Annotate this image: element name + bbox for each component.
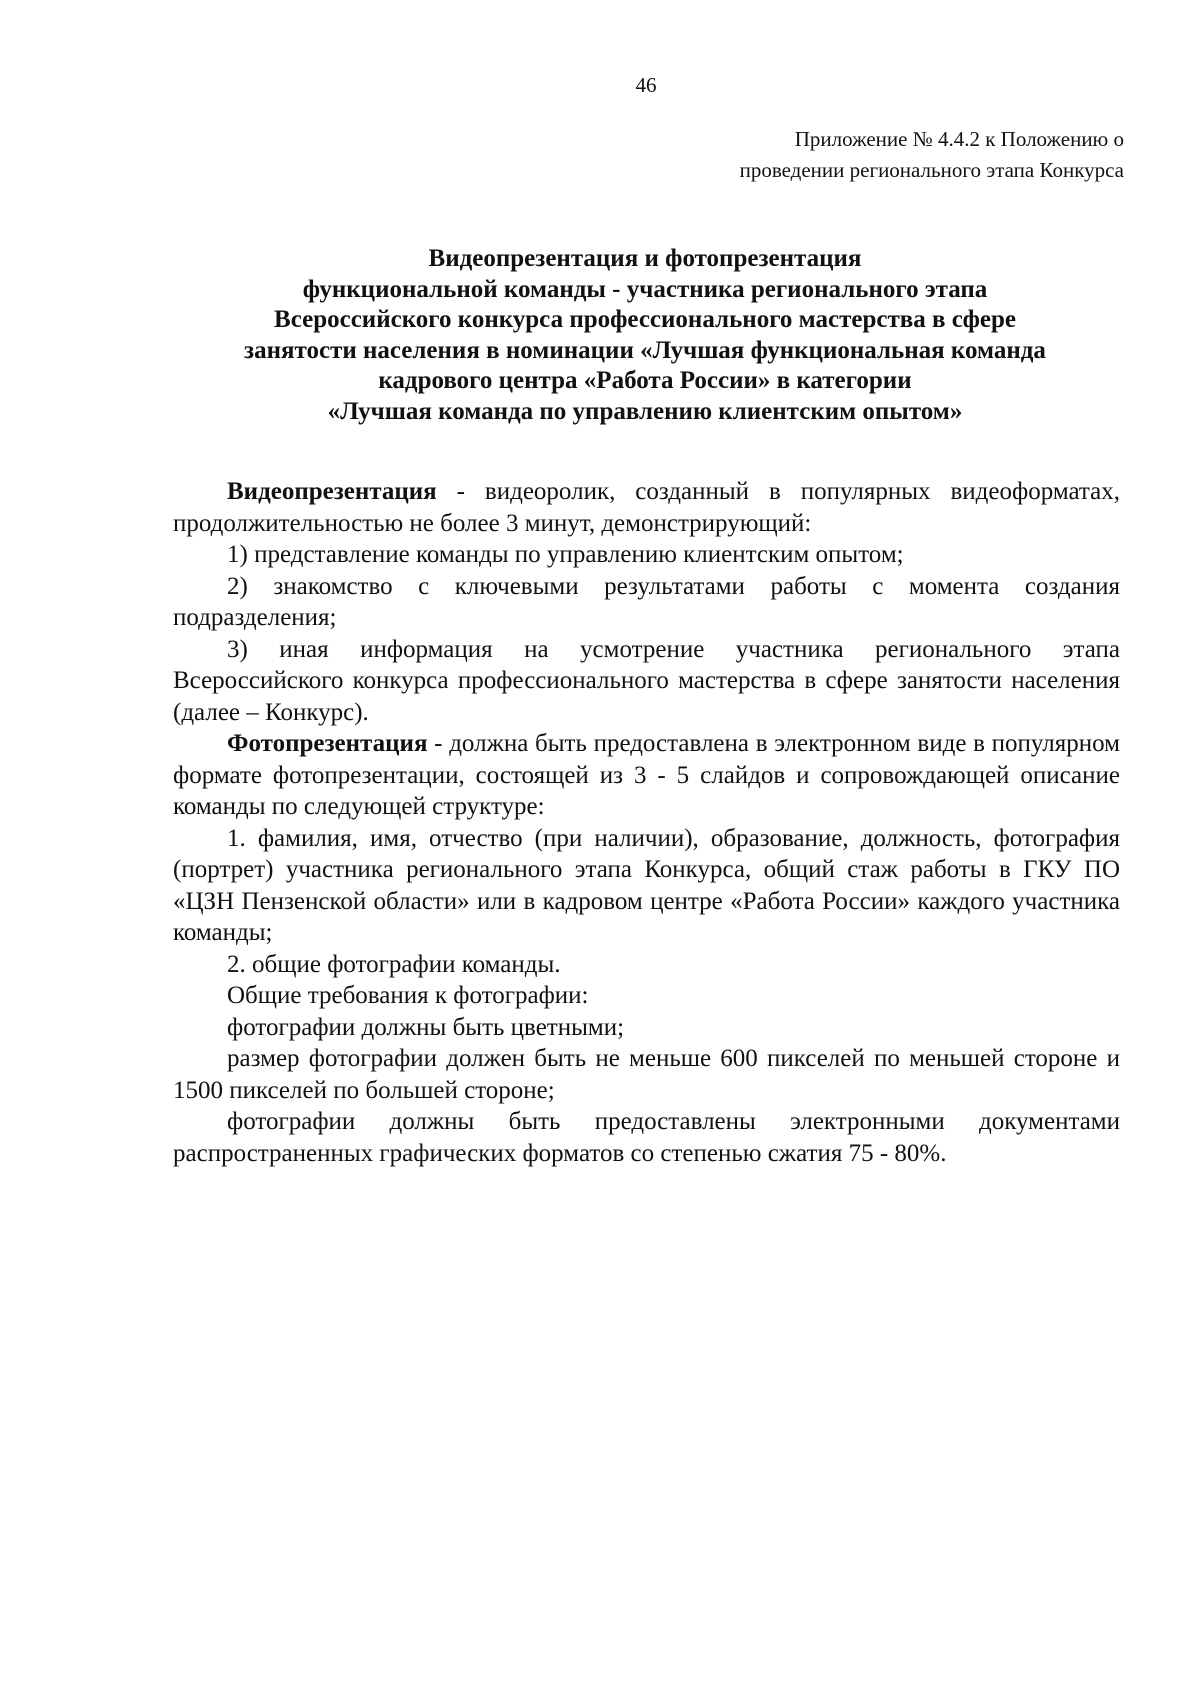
photo-description: - должна быть предоставлена в электронном виде в популярном формате фотопрезентации, состоящей из 3 - 5 слайдов и сопровождающей описание команды по следующей структуре: xyxy=(173,730,1120,820)
video-item-2: 2) знакомство с ключевыми результатами работы с момента создания подразделения; xyxy=(173,572,1120,631)
appendix-line-1: Приложение № 4.4.2 к Положению о xyxy=(794,127,1124,151)
title-line-5: кадрового центра «Работа России» в категории xyxy=(378,367,912,394)
video-item-1: 1) представление команды по управлению клиентским опытом; xyxy=(227,541,904,568)
title-line-4: занятости населения в номинации «Лучшая функциональная команда xyxy=(244,336,1046,364)
video-term: Видеопрезентация xyxy=(227,478,437,505)
requirement-3: фотографии должны быть предоставлены электронными документами распространенных графических форматов со степенью сжатия 75 - 80%. xyxy=(173,1108,1120,1167)
title-line-2: функциональной команды - участника регионального этапа xyxy=(302,275,988,303)
appendix-line-2: проведении регионального этапа Конкурса xyxy=(739,158,1124,182)
photo-item-1: 1. фамилия, имя, отчество (при наличии), образование, должность, фотография (портрет) участника регионального этапа Конкурса, общий стаж работы в ГКУ ПО «ЦЗН Пензенской области» или в кадровом центре «Работа России» каждого участника команды; xyxy=(173,824,1120,946)
requirements-heading: Общие требования к фотографии: xyxy=(227,982,589,1009)
appendix-reference xyxy=(740,124,1124,186)
title-line-6: «Лучшая команда по управлению клиентским опытом» xyxy=(327,397,963,425)
video-item-3: 3) иная информация на усмотрение участника регионального этапа Всероссийского конкурса профессионального мастерства в сфере занятости населения (далее – Конкурс). xyxy=(173,635,1120,726)
requirement-2: размер фотографии должен быть не меньше 600 пикселей по меньшей стороне и 1500 пикселей по большей стороне; xyxy=(173,1045,1120,1104)
photo-item-2: 2. общие фотографии команды. xyxy=(227,950,561,978)
page-number: 46 xyxy=(635,73,657,97)
video-paragraph xyxy=(173,476,1120,539)
requirement-1: фотографии должны быть цветными; xyxy=(227,1013,625,1041)
document-body xyxy=(173,476,1120,1169)
title-line-1: Видеопрезентация и фотопрезентация xyxy=(428,245,862,272)
photo-paragraph xyxy=(173,728,1120,823)
document-title xyxy=(170,244,1120,427)
title-line-3: Всероссийского конкурса профессионального мастерства в сфере xyxy=(274,306,1016,333)
photo-term: Фотопрезентация xyxy=(227,730,428,757)
video-description: - видеоролик, созданный в популярных видеоформатах, продолжительностью не более 3 минут, демонстрирующий: xyxy=(173,478,1120,537)
